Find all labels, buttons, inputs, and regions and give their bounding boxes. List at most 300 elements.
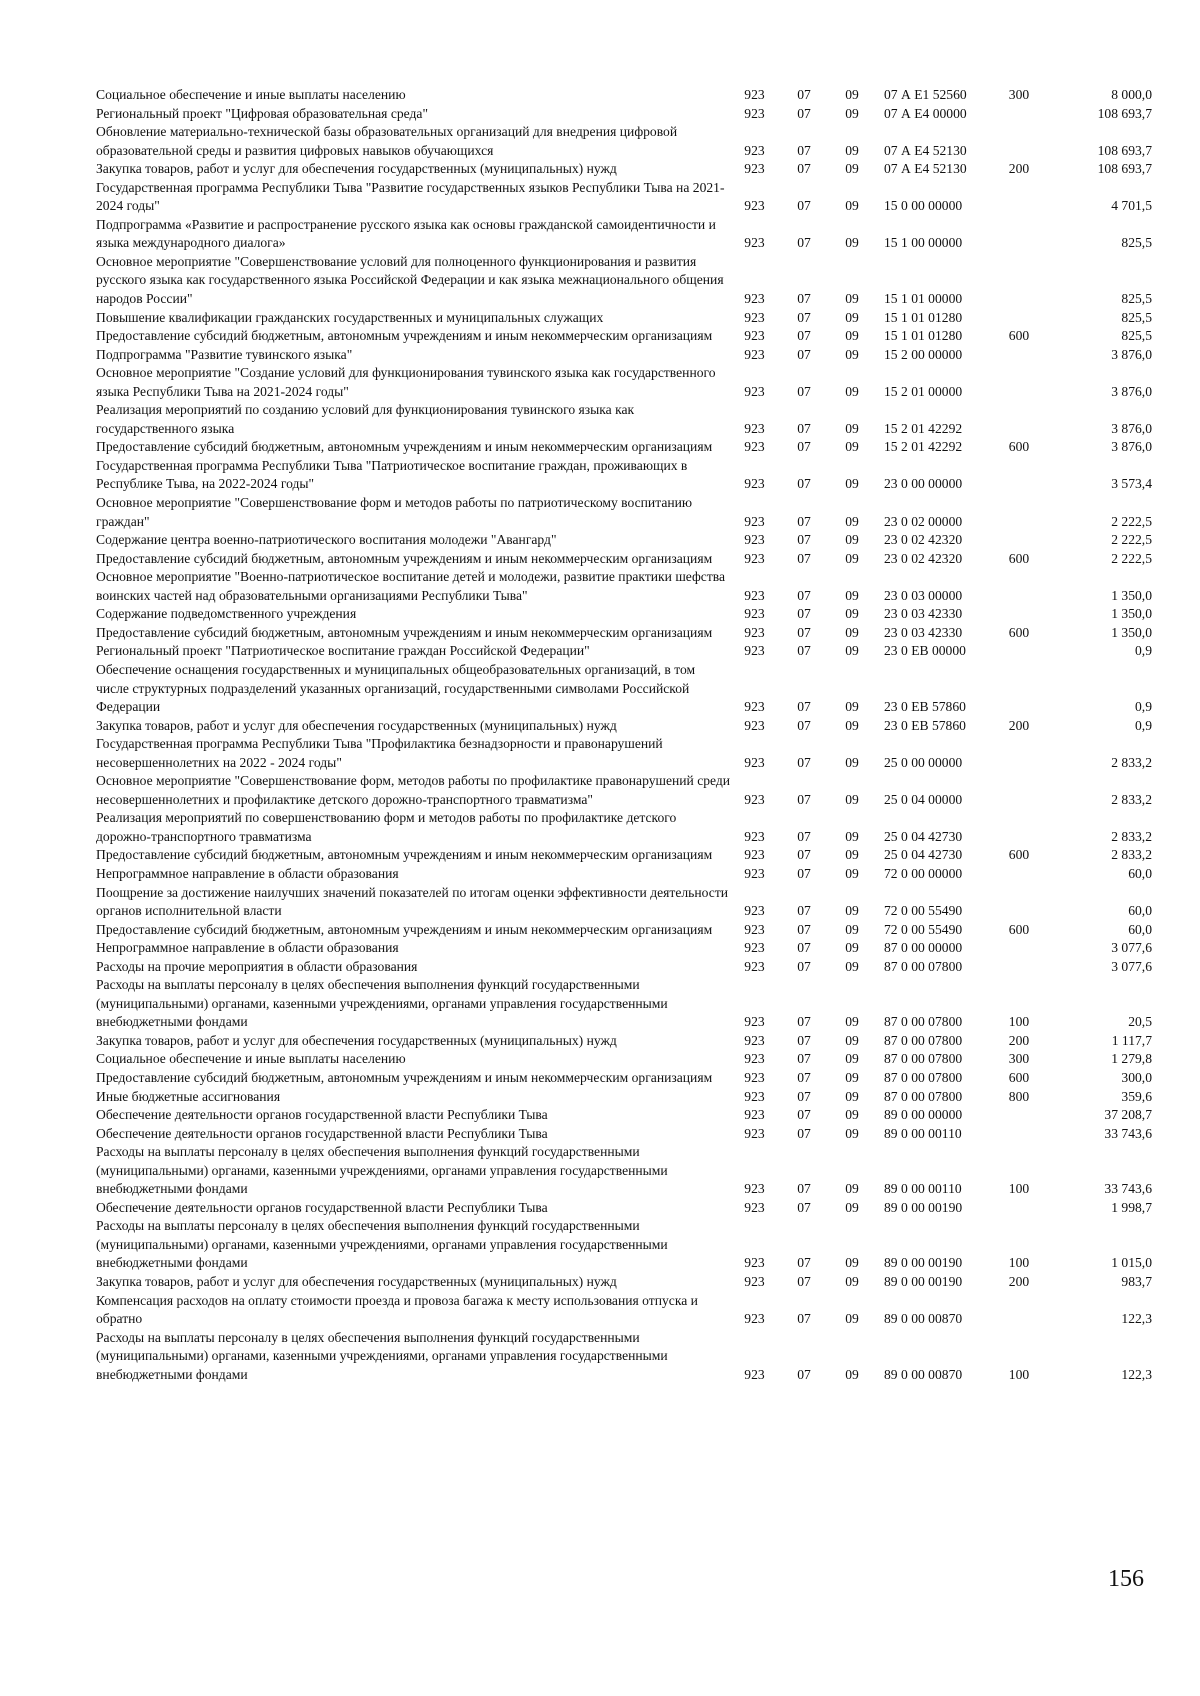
row-section: 07 [797, 958, 811, 974]
row-target-article: 15 2 01 42292 [884, 420, 963, 436]
row-subsection: 09 [845, 1274, 859, 1289]
table-row [96, 1088, 1156, 1107]
row-code: 923 [744, 142, 765, 158]
row-code: 923 [744, 1274, 765, 1289]
row-expense-type [994, 123, 1044, 160]
row-expense-type [994, 735, 1044, 772]
row-expense-type [994, 457, 1044, 494]
row-code: 923 [744, 958, 765, 974]
row-name: Содержание центра военно-патриотического воспитания молодежи "Авангард" [96, 532, 557, 548]
row-amount: 825,5 [1121, 291, 1152, 307]
row-section: 07 [797, 1181, 811, 1197]
budget-table [96, 86, 1156, 1384]
row-target-article: 07 А Е4 00000 [884, 105, 967, 121]
row-target-article: 89 0 00 00110 [884, 1125, 962, 1141]
row-subsection: 09 [845, 1181, 859, 1197]
row-target-article: 87 0 00 07800 [884, 1088, 963, 1104]
row-name: Основное мероприятие "Создание условий для функционирования тувинского языка как государственного языка Республики Тыва на 2021-2024 годы" [96, 365, 716, 399]
row-expense-type [994, 958, 1044, 977]
row-amount: 2 222,5 [1111, 513, 1152, 529]
row-code: 923 [744, 606, 765, 622]
table-row [96, 865, 1156, 884]
row-expense-type: 200 [1008, 1274, 1030, 1289]
row-section: 07 [797, 420, 811, 436]
row-section: 07 [797, 624, 811, 640]
row-target-article: 23 0 03 00000 [884, 587, 963, 603]
row-subsection: 09 [845, 1069, 859, 1085]
row-code: 923 [744, 1311, 765, 1327]
row-target-article: 89 0 00 00190 [884, 1255, 963, 1271]
row-name: Основное мероприятие "Совершенствование форм и методов работы по патриотическому воспитанию граждан" [96, 495, 693, 529]
row-section: 07 [797, 1274, 811, 1289]
row-amount: 2 222,5 [1111, 550, 1152, 566]
row-amount: 2 833,2 [1111, 847, 1152, 863]
row-subsection: 09 [845, 105, 859, 121]
row-code: 923 [744, 1051, 765, 1067]
row-target-article: 15 1 00 00000 [884, 235, 963, 251]
row-code: 923 [744, 1125, 765, 1141]
row-amount: 3 876,0 [1111, 439, 1152, 455]
row-expense-type [994, 531, 1044, 550]
row-subsection: 09 [845, 1032, 859, 1048]
row-amount: 60,0 [1128, 903, 1152, 919]
row-subsection: 09 [845, 587, 859, 603]
row-code: 923 [744, 624, 765, 640]
row-target-article: 15 2 01 00000 [884, 383, 963, 399]
row-section: 07 [797, 1088, 811, 1104]
row-amount: 60,0 [1128, 865, 1152, 881]
table-row [96, 624, 1156, 643]
row-amount: 300,0 [1121, 1069, 1152, 1085]
table-row [96, 494, 1156, 531]
row-code: 923 [744, 1069, 765, 1085]
row-name: Закупка товаров, работ и услуг для обеспечения государственных (муниципальных) нужд [96, 717, 617, 733]
table-row [96, 1106, 1156, 1125]
row-code: 923 [744, 439, 765, 455]
row-expense-type [994, 1292, 1044, 1329]
table-row [96, 123, 1156, 160]
table-row [96, 457, 1156, 494]
row-name: Государственная программа Республики Тыва "Развитие государственных языков Республики Тыва на 2021-2024 годы" [96, 179, 725, 214]
table-row [96, 364, 1156, 401]
row-expense-type [994, 179, 1044, 216]
row-expense-type [994, 105, 1044, 124]
row-target-article: 15 2 00 00000 [884, 346, 963, 362]
row-expense-type [994, 605, 1044, 624]
table-row [96, 550, 1156, 569]
row-amount: 3 573,4 [1111, 476, 1152, 492]
row-name: Обновление материально-технической базы образовательных организаций для внедрения цифровой образовательной среды и развития цифровых навыков обучающихся [96, 124, 678, 158]
row-target-article: 87 0 00 07800 [884, 1069, 963, 1085]
row-code: 923 [744, 87, 765, 102]
row-amount: 122,3 [1121, 1311, 1152, 1327]
row-expense-type: 100 [1008, 1014, 1030, 1030]
row-amount: 3 077,6 [1111, 958, 1152, 974]
row-target-article: 25 0 04 00000 [884, 791, 963, 807]
table-row [96, 1050, 1156, 1069]
row-code: 923 [744, 921, 765, 937]
row-target-article: 87 0 00 07800 [884, 1051, 963, 1067]
row-subsection: 09 [845, 1088, 859, 1104]
row-section: 07 [797, 1014, 811, 1030]
row-amount: 108 693,7 [1097, 161, 1152, 177]
row-expense-type [994, 568, 1044, 605]
row-amount: 122,3 [1121, 1366, 1152, 1382]
row-name: Государственная программа Республики Тыва "Профилактика безнадзорности и правонарушений несовершеннолетних на 2022 - 2024 годы" [96, 736, 663, 770]
row-section: 07 [797, 1032, 811, 1048]
row-name: Расходы на выплаты персоналу в целях обеспечения выполнения функций государственными (муниципальными) органами, казенными учреждениями, органами управления государственными внебюджетными фондами [96, 1144, 668, 1197]
row-name: Подпрограмма "Развитие тувинского языка" [96, 346, 353, 362]
row-code: 923 [744, 865, 765, 881]
table-row [96, 809, 1156, 846]
row-amount: 2 222,5 [1111, 532, 1152, 548]
row-target-article: 72 0 00 55490 [884, 903, 963, 919]
row-subsection: 09 [845, 198, 859, 214]
table-row [96, 735, 1156, 772]
row-expense-type [994, 1125, 1044, 1144]
row-subsection: 09 [845, 1366, 859, 1382]
table-row [96, 846, 1156, 865]
row-name: Предоставление субсидий бюджетным, автономным учреждениям и иным некоммерческим организациям [96, 624, 713, 640]
row-name: Закупка товаров, работ и услуг для обеспечения государственных (муниципальных) нужд [96, 1032, 617, 1048]
row-target-article: 72 0 00 00000 [884, 865, 963, 881]
row-expense-type [994, 1199, 1044, 1218]
row-subsection: 09 [845, 291, 859, 307]
row-subsection: 09 [845, 754, 859, 770]
row-target-article: 07 А Е4 52130 [884, 161, 967, 177]
row-name: Расходы на прочие мероприятия в области образования [96, 958, 418, 974]
row-amount: 1 015,0 [1111, 1255, 1152, 1271]
row-subsection: 09 [845, 921, 859, 937]
row-name: Повышение квалификации гражданских государственных и муниципальных служащих [96, 309, 604, 325]
row-target-article: 23 0 02 42320 [884, 550, 963, 566]
row-amount: 2 833,2 [1111, 754, 1152, 770]
row-section: 07 [797, 550, 811, 566]
row-code: 923 [744, 1181, 765, 1197]
table-row [96, 346, 1156, 365]
row-section: 07 [797, 328, 811, 344]
row-amount: 825,5 [1121, 309, 1152, 325]
row-section: 07 [797, 309, 811, 325]
row-amount: 2 833,2 [1111, 828, 1152, 844]
table-row [96, 568, 1156, 605]
row-name: Закупка товаров, работ и услуг для обеспечения государственных (муниципальных) нужд [96, 1274, 617, 1289]
table-row [96, 438, 1156, 457]
row-name: Предоставление субсидий бюджетным, автономным учреждениям и иным некоммерческим организациям [96, 1069, 713, 1085]
row-expense-type: 600 [1008, 550, 1030, 566]
row-name: Предоставление субсидий бюджетным, автономным учреждениям и иным некоммерческим организациям [96, 439, 713, 455]
row-section: 07 [797, 532, 811, 548]
row-section: 07 [797, 383, 811, 399]
row-subsection: 09 [845, 847, 859, 863]
table-row [96, 327, 1156, 346]
budget-table-body [96, 86, 1156, 1384]
table-row [96, 921, 1156, 940]
row-section: 07 [797, 717, 811, 733]
row-section: 07 [797, 699, 811, 715]
table-row [96, 1292, 1156, 1329]
row-subsection: 09 [845, 87, 859, 102]
row-section: 07 [797, 1366, 811, 1382]
row-amount: 8 000,0 [1111, 87, 1152, 102]
row-section: 07 [797, 754, 811, 770]
table-row [96, 661, 1156, 717]
table-row [96, 1069, 1156, 1088]
row-name: Государственная программа Республики Тыва "Патриотическое воспитание граждан, проживающих в Республике Тыва, на 2022-2024 годы" [96, 457, 688, 492]
row-section: 07 [797, 291, 811, 307]
row-subsection: 09 [845, 791, 859, 807]
row-expense-type [994, 865, 1044, 884]
row-expense-type: 200 [1008, 1032, 1030, 1048]
row-amount: 1 350,0 [1111, 624, 1152, 640]
row-expense-type: 600 [1008, 847, 1030, 863]
row-amount: 2 833,2 [1111, 791, 1152, 807]
table-row [96, 105, 1156, 124]
row-subsection: 09 [845, 903, 859, 919]
row-code: 923 [744, 346, 765, 362]
page-number: 156 [1108, 1566, 1144, 1592]
row-target-article: 15 1 01 01280 [884, 328, 963, 344]
table-row [96, 179, 1156, 216]
row-amount: 359,6 [1121, 1088, 1152, 1104]
row-section: 07 [797, 940, 811, 956]
row-target-article: 23 0 02 00000 [884, 513, 963, 529]
row-amount: 825,5 [1121, 328, 1152, 344]
row-amount: 983,7 [1121, 1274, 1152, 1289]
row-expense-type [994, 661, 1044, 717]
row-section: 07 [797, 643, 811, 659]
row-amount: 1 117,7 [1111, 1032, 1152, 1048]
row-section: 07 [797, 903, 811, 919]
row-subsection: 09 [845, 513, 859, 529]
table-row [96, 717, 1156, 736]
row-target-article: 15 2 01 42292 [884, 439, 963, 455]
row-name: Расходы на выплаты персоналу в целях обеспечения выполнения функций государственными (муниципальными) органами, казенными учреждениями, органами управления государственными внебюджетными фондами [96, 1329, 668, 1382]
row-code: 923 [744, 198, 765, 214]
row-expense-type [994, 772, 1044, 809]
row-subsection: 09 [845, 699, 859, 715]
row-section: 07 [797, 1125, 811, 1141]
row-target-article: 23 0 ЕВ 57860 [884, 699, 966, 715]
table-row [96, 1125, 1156, 1144]
row-section: 07 [797, 198, 811, 214]
row-section: 07 [797, 1107, 811, 1123]
row-section: 07 [797, 1311, 811, 1327]
row-code: 923 [744, 587, 765, 603]
row-name: Непрограммное направление в области образования [96, 940, 399, 956]
row-section: 07 [797, 1199, 811, 1215]
table-row [96, 401, 1156, 438]
row-code: 923 [744, 105, 765, 121]
row-name: Предоставление субсидий бюджетным, автономным учреждениям и иным некоммерческим организациям [96, 328, 713, 344]
row-expense-type: 100 [1008, 1366, 1030, 1382]
table-row [96, 939, 1156, 958]
row-expense-type: 200 [1008, 161, 1030, 177]
row-name: Региональный проект "Патриотическое воспитание граждан Российской Федерации" [96, 643, 590, 659]
row-expense-type: 600 [1008, 439, 1030, 455]
row-section: 07 [797, 235, 811, 251]
row-code: 923 [744, 828, 765, 844]
row-code: 923 [744, 940, 765, 956]
row-name: Реализация мероприятий по созданию условий для функционирования тувинского языка как государственного языка [96, 402, 635, 436]
row-target-article: 87 0 00 07800 [884, 1014, 963, 1030]
row-expense-type: 300 [1008, 87, 1030, 102]
row-name: Обеспечение деятельности органов государственной власти Республики Тыва [96, 1199, 548, 1215]
row-subsection: 09 [845, 606, 859, 622]
row-target-article: 23 0 03 42330 [884, 606, 963, 622]
row-amount: 1 350,0 [1111, 587, 1152, 603]
row-name: Реализация мероприятий по совершенствованию форм и методов работы по профилактике детского дорожно-транспортного травматизма [96, 810, 677, 844]
row-target-article: 89 0 00 00870 [884, 1366, 963, 1382]
row-code: 923 [744, 699, 765, 715]
row-name: Компенсация расходов на оплату стоимости проезда и провоза багажа к месту использования отпуска и обратно [96, 1292, 698, 1327]
row-section: 07 [797, 847, 811, 863]
row-name: Расходы на выплаты персоналу в целях обеспечения выполнения функций государственными (муниципальными) органами, казенными учреждениями, органами управления государственными внебюджетными фондами [96, 1218, 668, 1271]
row-target-article: 25 0 04 42730 [884, 828, 963, 844]
row-section: 07 [797, 346, 811, 362]
row-section: 07 [797, 513, 811, 529]
row-code: 923 [744, 1014, 765, 1030]
table-row [96, 309, 1156, 328]
row-name: Социальное обеспечение и иные выплаты населению [96, 87, 406, 102]
row-subsection: 09 [845, 550, 859, 566]
row-target-article: 89 0 00 00870 [884, 1311, 963, 1327]
row-target-article: 15 1 01 00000 [884, 291, 963, 307]
row-expense-type: 600 [1008, 1069, 1030, 1085]
row-subsection: 09 [845, 532, 859, 548]
row-code: 923 [744, 1088, 765, 1104]
row-expense-type [994, 309, 1044, 328]
row-code: 923 [744, 717, 765, 733]
row-code: 923 [744, 309, 765, 325]
row-subsection: 09 [845, 717, 859, 733]
row-amount: 0,9 [1135, 699, 1152, 715]
row-section: 07 [797, 439, 811, 455]
row-target-article: 89 0 00 00190 [884, 1274, 963, 1289]
row-target-article: 87 0 00 07800 [884, 1032, 963, 1048]
row-amount: 1 998,7 [1111, 1199, 1152, 1215]
row-section: 07 [797, 606, 811, 622]
row-code: 923 [744, 903, 765, 919]
row-code: 923 [744, 550, 765, 566]
row-target-article: 15 0 00 00000 [884, 198, 963, 214]
row-subsection: 09 [845, 346, 859, 362]
table-row [96, 531, 1156, 550]
row-amount: 33 743,6 [1104, 1181, 1152, 1197]
row-expense-type: 200 [1008, 717, 1030, 733]
row-name: Иные бюджетные ассигнования [96, 1088, 281, 1104]
table-row [96, 1217, 1156, 1273]
row-section: 07 [797, 865, 811, 881]
row-subsection: 09 [845, 1125, 859, 1141]
table-row [96, 1199, 1156, 1218]
row-code: 923 [744, 291, 765, 307]
row-amount: 108 693,7 [1097, 142, 1152, 158]
row-expense-type: 300 [1008, 1051, 1030, 1067]
row-name: Основное мероприятие "Совершенствование форм, методов работы по профилактике правонарушений среди несовершеннолетних и профилактике детского дорожно-транспортного травматизма" [96, 773, 731, 807]
row-subsection: 09 [845, 828, 859, 844]
row-code: 923 [744, 1255, 765, 1271]
row-name: Обеспечение деятельности органов государственной власти Республики Тыва [96, 1125, 548, 1141]
row-target-article: 07 А Е1 52560 [884, 87, 967, 102]
row-name: Обеспечение деятельности органов государственной власти Республики Тыва [96, 1107, 548, 1123]
table-row [96, 884, 1156, 921]
row-amount: 825,5 [1121, 235, 1152, 251]
table-row [96, 772, 1156, 809]
row-expense-type [994, 884, 1044, 921]
row-section: 07 [797, 587, 811, 603]
table-row [96, 216, 1156, 253]
row-amount: 0,9 [1135, 643, 1152, 659]
row-code: 923 [744, 1366, 765, 1382]
row-expense-type [994, 1106, 1044, 1125]
row-expense-type: 100 [1008, 1255, 1030, 1271]
row-code: 923 [744, 847, 765, 863]
row-section: 07 [797, 1255, 811, 1271]
row-code: 923 [744, 1032, 765, 1048]
row-subsection: 09 [845, 439, 859, 455]
row-section: 07 [797, 791, 811, 807]
row-section: 07 [797, 921, 811, 937]
row-subsection: 09 [845, 161, 859, 177]
row-subsection: 09 [845, 940, 859, 956]
row-expense-type [994, 809, 1044, 846]
row-name: Предоставление субсидий бюджетным, автономным учреждениям и иным некоммерческим организациям [96, 550, 713, 566]
row-code: 923 [744, 161, 765, 177]
row-amount: 33 743,6 [1104, 1125, 1152, 1141]
row-section: 07 [797, 87, 811, 102]
row-name: Закупка товаров, работ и услуг для обеспечения государственных (муниципальных) нужд [96, 161, 617, 177]
row-code: 923 [744, 383, 765, 399]
row-code: 923 [744, 513, 765, 529]
row-name: Основное мероприятие "Совершенствование условий для полноценного функционирования и развития русского языка как государственного языка Российской Федерации и как языка межнационального общения народов России" [96, 253, 724, 307]
row-target-article: 89 0 00 00000 [884, 1107, 963, 1123]
row-subsection: 09 [845, 1199, 859, 1215]
row-name: Подпрограмма «Развитие и распространение русского языка как основы гражданской самоидентичности и языка международного диалога» [96, 216, 716, 251]
row-section: 07 [797, 105, 811, 121]
row-target-article: 72 0 00 55490 [884, 921, 963, 937]
table-row [96, 1273, 1156, 1292]
row-subsection: 09 [845, 142, 859, 158]
row-code: 923 [744, 420, 765, 436]
row-amount: 1 279,8 [1111, 1051, 1152, 1067]
row-target-article: 23 0 02 42320 [884, 532, 963, 548]
row-expense-type [994, 494, 1044, 531]
row-target-article: 87 0 00 07800 [884, 958, 963, 974]
row-section: 07 [797, 142, 811, 158]
row-amount: 3 876,0 [1111, 346, 1152, 362]
row-section: 07 [797, 1069, 811, 1085]
row-target-article: 89 0 00 00190 [884, 1199, 963, 1215]
row-name: Региональный проект "Цифровая образовательная среда" [96, 105, 429, 121]
row-subsection: 09 [845, 624, 859, 640]
table-row [96, 253, 1156, 309]
table-row [96, 160, 1156, 179]
row-expense-type: 100 [1008, 1181, 1030, 1197]
row-target-article: 25 0 04 42730 [884, 847, 963, 863]
row-subsection: 09 [845, 420, 859, 436]
row-section: 07 [797, 161, 811, 177]
row-expense-type: 600 [1008, 328, 1030, 344]
row-subsection: 09 [845, 383, 859, 399]
row-code: 923 [744, 532, 765, 548]
row-name: Поощрение за достижение наилучших значений показателей по итогам оценки эффективности деятельности органов исполнительной власти [96, 884, 729, 919]
row-amount: 37 208,7 [1104, 1107, 1152, 1123]
row-target-article: 23 0 03 42330 [884, 624, 963, 640]
table-row [96, 642, 1156, 661]
row-target-article: 87 0 00 00000 [884, 940, 963, 956]
row-subsection: 09 [845, 235, 859, 251]
